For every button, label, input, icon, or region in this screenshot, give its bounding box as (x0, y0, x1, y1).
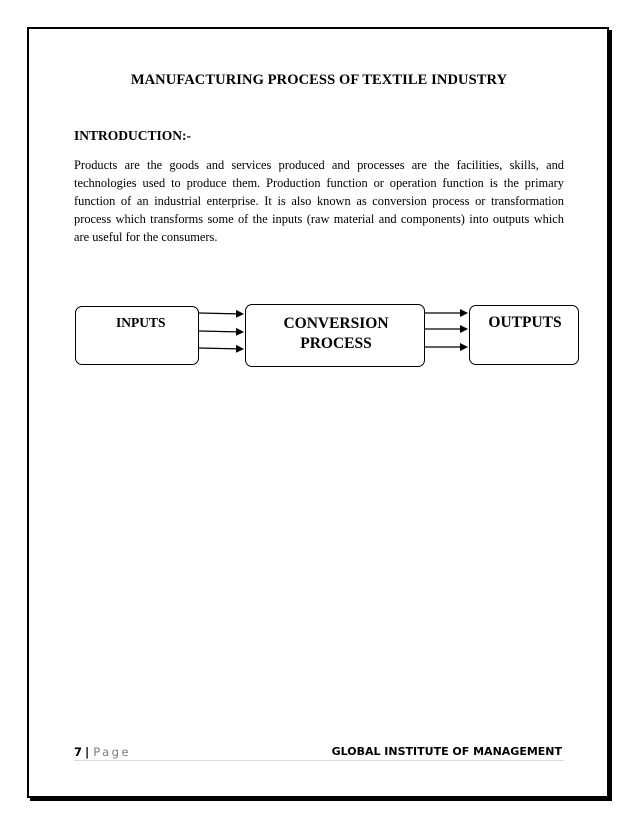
input-arrow (199, 348, 243, 349)
conversion-label-line1: CONVERSION (283, 315, 389, 332)
outputs-box (469, 305, 579, 365)
process-diagram (0, 295, 638, 385)
conversion-process-label (246, 314, 426, 354)
input-arrow (199, 313, 243, 314)
inputs-box (75, 306, 199, 365)
output-arrows (425, 313, 467, 347)
input-arrow (199, 331, 243, 332)
conversion-label-line2: PROCESS (300, 335, 372, 352)
section-heading: INTRODUCTION:- (74, 128, 192, 143)
page-word: Page (93, 745, 132, 759)
page-number: 7 (74, 745, 83, 759)
document-title: MANUFACTURING PROCESS OF TEXTILE INDUSTRY (130, 72, 508, 88)
input-arrows (199, 313, 243, 349)
conversion-process-box (245, 304, 425, 367)
outputs-label: OUTPUTS (488, 314, 562, 331)
footer-institution: GLOBAL INSTITUTE OF MANAGEMENT (331, 745, 562, 758)
footer-divider (74, 760, 564, 761)
intro-paragraph: Products are the goods and services produced and processes are the facilities, skills, and technologies used to produce them. Production function or operation function is the primary function of an industrial enterprise. It is also known as conversion process or transformation process which transforms some of the inputs (raw material and components) into outputs which are useful for the consumers. (74, 158, 564, 244)
footer-separator: | (85, 745, 90, 759)
page-footer-number (74, 745, 131, 759)
inputs-label: INPUTS (116, 315, 166, 330)
